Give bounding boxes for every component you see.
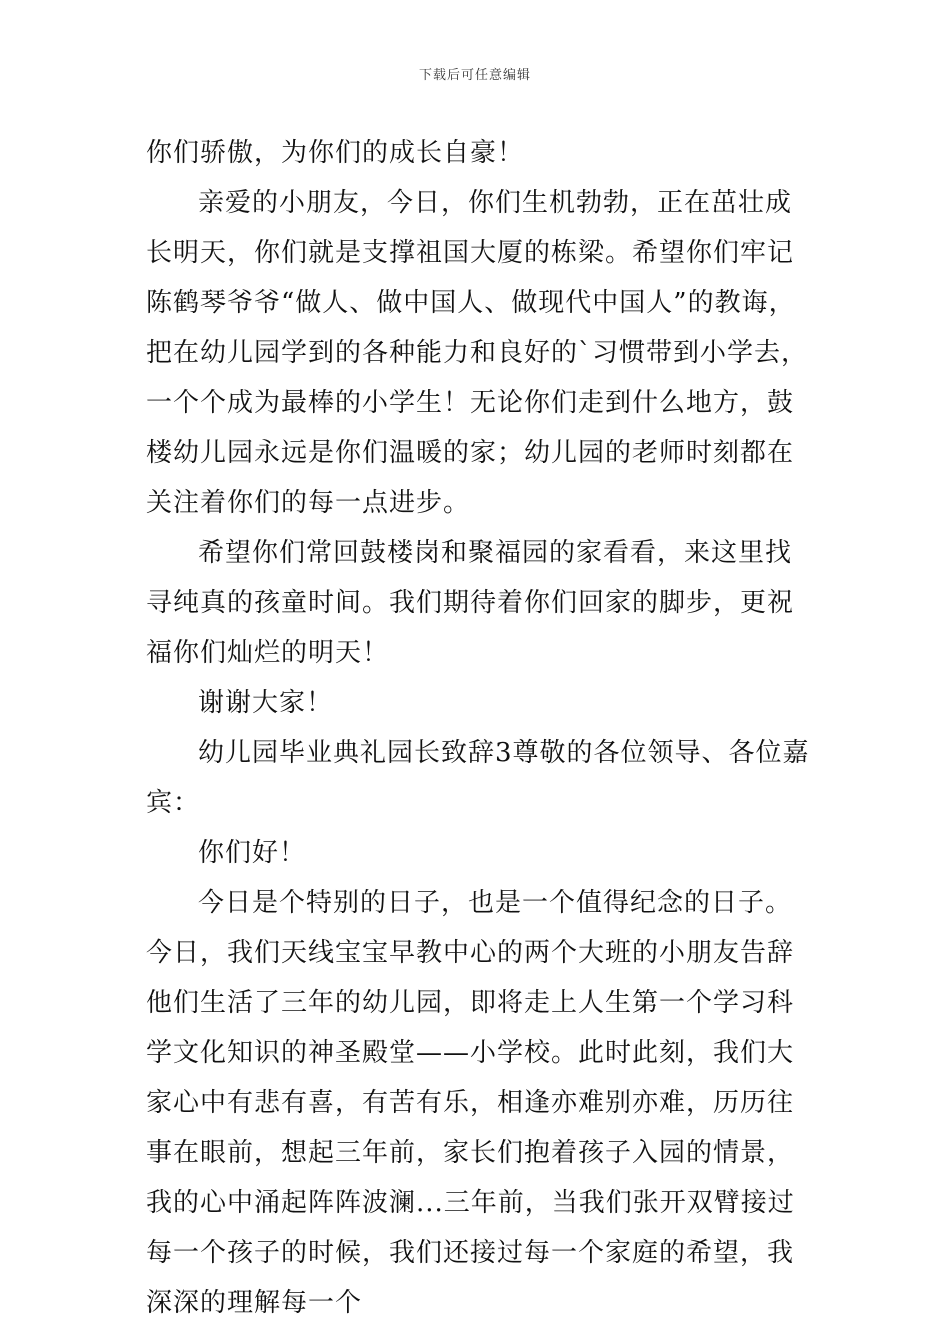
paragraph-2: 亲爱的小朋友，今日，你们生机勃勃，正在茁壮成长明天，你们就是支撑祖国大厦的栋梁。希望你们牢记陈鹤琴爷爷“做人、做中国人、做现代中国人”的教诲，把在幼儿园学到的各种能力和良好的`习惯带到小学去，一个个成为最棒的小学生！无论你们走到什么地方，鼓楼幼儿园永远是你们温暖的家；幼儿园的老师时刻都在关注着你们的每一点进步。 xyxy=(146,188,809,518)
page-header: 下载后可任意编辑 xyxy=(418,68,531,83)
paragraph-3: 希望你们常回鼓楼岗和聚福园的家看看，来这里找寻纯真的孩童时间。我们期待着你们回家的脚步，更祝福你们灿烂的明天！ xyxy=(146,538,795,668)
paragraph-4: 谢谢大家！ xyxy=(198,688,334,718)
paragraph-6: 你们好！ xyxy=(198,838,307,868)
paragraph-5: 幼儿园毕业典礼园长致辞3尊敬的各位领导、各位嘉宾： xyxy=(146,738,810,818)
paragraph-1: 你们骄傲，为你们的成长自豪！ xyxy=(146,138,525,168)
document-body xyxy=(146,128,816,1328)
paragraph-7: 今日是个特别的日子，也是一个值得纪念的日子。今日，我们天线宝宝早教中心的两个大班的小朋友告辞他们生活了三年的幼儿园，即将走上人生第一个学习科学文化知识的神圣殿堂——小学校。此时此刻，我们大家心中有悲有喜，有苦有乐，相逢亦难别亦难，历历往事在眼前，想起三年前，家长们抱着孩子入园的情景，我的心中涌起阵阵波澜...三年前，当我们张开双臂接过每一个孩子的时候，我们还接过每一个家庭的希望，我深深的理解每一个 xyxy=(146,888,795,1318)
